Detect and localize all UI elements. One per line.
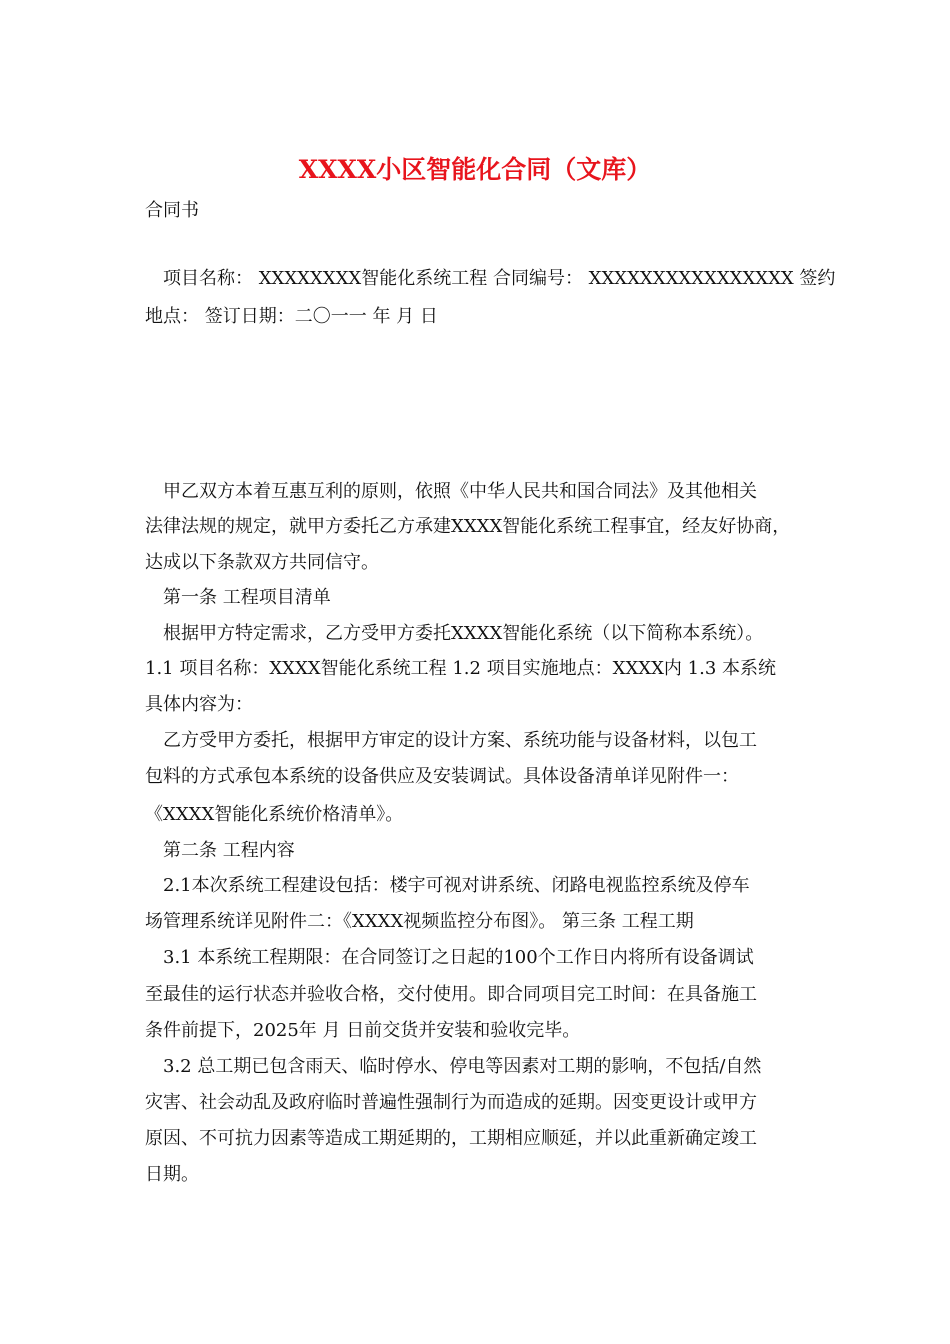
document-title: XXXX小区智能化合同（文库） xyxy=(298,155,652,184)
body-line: 达成以下条款双方共同信守。 xyxy=(145,552,379,573)
body-line: 灾害、社会动乱及政府临时普遍性强制行为而造成的延期。因变更设计或甲方 xyxy=(145,1092,757,1113)
body-line: 第二条 工程内容 xyxy=(145,840,295,861)
document-subtitle: 合同书 xyxy=(145,200,199,221)
body-line: 1.1 项目名称：XXXX智能化系统工程 1.2 项目实施地点：XXXX内 1.3 本系统 xyxy=(145,658,776,679)
body-line: 法律法规的规定，就甲方委托乙方承建XXXX智能化系统工程事宜，经友好协商， xyxy=(145,516,791,537)
body-line: 乙方受甲方委托，根据甲方审定的设计方案、系统功能与设备材料，以包工 xyxy=(145,730,757,751)
body-line: 原因、不可抗力因素等造成工期延期的，工期相应顺延，并以此重新确定竣工 xyxy=(145,1128,757,1149)
body-line: 具体内容为： xyxy=(145,694,253,715)
body-line: 至最佳的运行状态并验收合格，交付使用。即合同项目完工时间：在具备施工 xyxy=(145,984,757,1005)
body-line: 根据甲方特定需求，乙方受甲方委托XXXX智能化系统（以下简称本系统）。 xyxy=(145,623,764,644)
body-line: 甲乙双方本着互惠互利的原则，依照《中华人民共和国合同法》及其他相关 xyxy=(145,481,757,502)
body-line: 3.1 本系统工程期限：在合同签订之日起的100个工作日内将所有设备调试 xyxy=(145,947,754,968)
body-line: 包料的方式承包本系统的设备供应及安装调试。具体设备清单详见附件一： xyxy=(145,766,739,787)
body-line: 2.1本次系统工程建设包括：楼宇可视对讲系统、闭路电视监控系统及停车 xyxy=(145,875,750,896)
body-line: 条件前提下，2025年 月 日前交货并安装和验收完毕。 xyxy=(145,1020,581,1041)
header-line: 地点： 签订日期：二〇一一 年 月 日 xyxy=(145,306,438,327)
body-line: 场管理系统详见附件二：《XXXX视频监控分布图》。 第三条 工程工期 xyxy=(145,911,694,932)
body-line: 《XXXX智能化系统价格清单》。 xyxy=(145,804,404,825)
header-line: 项目名称： XXXXXXXX智能化系统工程 合同编号： XXXXXXXXXXXXXXXX 签约 xyxy=(145,268,836,289)
body-line: 日期。 xyxy=(145,1164,199,1185)
body-line: 第一条 工程项目清单 xyxy=(145,587,331,608)
body-line: 3.2 总工期已包含雨天、临时停水、停电等因素对工期的影响，不包括/自然 xyxy=(145,1056,762,1077)
